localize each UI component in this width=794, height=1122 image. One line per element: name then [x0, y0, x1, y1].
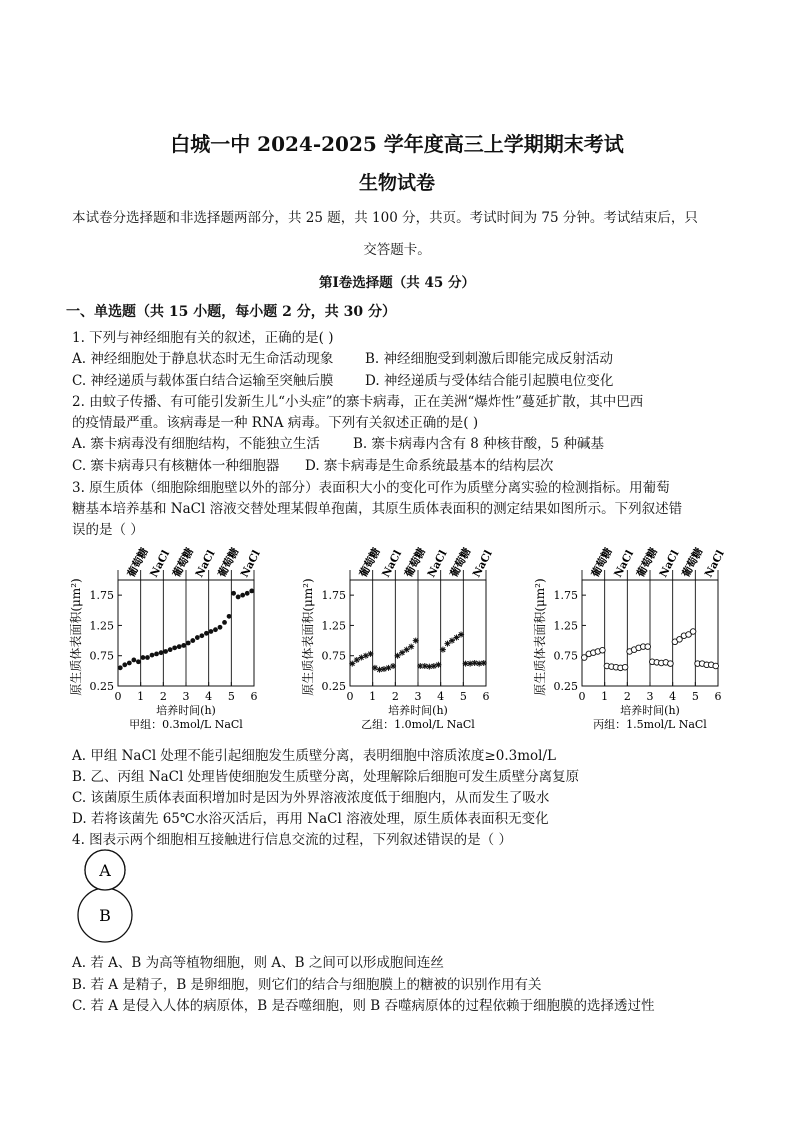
data-point — [249, 589, 254, 594]
treatment-label: NaCl — [148, 548, 173, 580]
q2-option-d: D. 寨卡病毒是生命系统最基本的结构层次 — [305, 458, 554, 474]
data-point — [422, 663, 428, 669]
q4-stem: 4. 图表示两个细胞相互接触进行信息交流的过程，下列叙述错误的是（ ） — [72, 832, 512, 848]
part-title: 第Ⅰ卷选择题（共 45 分） — [318, 275, 475, 291]
exam-subtitle: 生物试卷 — [358, 172, 435, 194]
data-point — [127, 661, 132, 666]
data-point — [476, 661, 482, 667]
data-point — [713, 663, 719, 669]
treatment-label: NaCl — [238, 548, 263, 580]
data-point — [168, 647, 173, 652]
data-point — [141, 655, 146, 660]
data-point — [367, 651, 373, 657]
data-point — [690, 629, 696, 635]
treatment-label: NaCl — [425, 548, 450, 580]
data-point — [349, 661, 355, 667]
x-tick-label: 1 — [601, 690, 609, 703]
data-point — [145, 655, 150, 660]
treatment-label: NaCl — [470, 548, 495, 580]
x-tick-label: 0 — [114, 690, 122, 703]
q2-stem-1: 2. 由蚊子传播、有可能引发新生儿“小头症”的寨卡病毒，正在美洲“爆炸性”蔓延扩散，其中巴西 — [72, 394, 644, 410]
data-point — [136, 659, 141, 664]
data-point — [154, 651, 159, 656]
chart-yi — [300, 545, 495, 731]
q3-stem-3: 误的是（ ） — [72, 522, 144, 538]
treatment-label: 葡萄糖 — [357, 545, 383, 580]
chart-bing — [532, 545, 727, 731]
x-tick-label: 3 — [646, 690, 654, 703]
treatment-label: 葡萄糖 — [216, 545, 242, 580]
y-tick-label: 0.75 — [553, 649, 578, 663]
treatment-label: 葡萄糖 — [589, 545, 615, 580]
x-tick-label: 6 — [714, 690, 722, 703]
data-point — [390, 663, 396, 669]
data-point — [458, 632, 464, 638]
y-tick-label: 1.75 — [553, 589, 578, 603]
intro-line-1: 本试卷分选择题和非选择题两部分，共 25 题，共 100 分，共页。考试时间为 75 分钟。考试结束后，只 — [72, 210, 698, 226]
treatment-label: 葡萄糖 — [634, 545, 661, 580]
q2-option-a: A. 寨卡病毒没有细胞结构，不能独立生活 — [72, 436, 320, 452]
section-title: 一、单选题（共 15 小题，每小题 2 分，共 30 分） — [66, 304, 396, 320]
q2-option-c: C. 寨卡病毒只有核糖体一种细胞器 — [72, 458, 280, 474]
data-point — [408, 644, 414, 650]
data-point — [435, 662, 441, 668]
q1-option-b: B. 神经细胞受到刺激后即能完成反射活动 — [365, 351, 614, 367]
treatment-label: 葡萄糖 — [448, 545, 474, 580]
y-tick-label: 0.25 — [553, 680, 578, 693]
data-point — [245, 591, 250, 596]
x-tick-label: 4 — [437, 690, 445, 703]
q4-option-b: B. 若 A 是精子，B 是卵细胞，则它们的结合与细胞膜上的糖被的识别作用有关 — [72, 977, 542, 993]
data-point — [177, 644, 182, 649]
y-tick-label: 1.25 — [321, 619, 346, 633]
data-point — [181, 643, 186, 648]
x-tick-label: 5 — [459, 690, 467, 703]
q4-cell-diagram — [74, 846, 144, 946]
x-tick-label: 1 — [369, 690, 377, 703]
x-tick-label: 0 — [346, 690, 354, 703]
data-point — [209, 629, 214, 634]
q4-option-a: A. 若 A、B 为高等植物细胞，则 A、B 之间可以形成胞间连丝 — [72, 955, 444, 971]
data-point — [426, 664, 432, 670]
x-tick-label: 0 — [578, 690, 586, 703]
treatment-label: 葡萄糖 — [170, 545, 197, 580]
cell-b-label: B — [99, 906, 111, 925]
data-point — [213, 627, 218, 632]
exam-title: 白城一中 2024-2025 学年度高三上学期期末考试 — [170, 132, 624, 156]
data-point — [454, 635, 460, 641]
data-point — [186, 641, 191, 646]
data-point — [163, 649, 168, 654]
y-tick-label: 1.25 — [89, 619, 114, 633]
data-point — [195, 635, 200, 640]
y-tick-label: 1.75 — [89, 589, 114, 603]
data-point — [172, 645, 177, 650]
y-axis-label: 原生质体表面积(μm²) — [533, 578, 547, 696]
y-tick-label: 1.25 — [553, 619, 578, 633]
treatment-label: NaCl — [380, 548, 405, 580]
y-axis-label: 原生质体表面积(μm²) — [301, 578, 315, 696]
q2-option-b: B. 寨卡病毒内含有 8 种核苷酸，5 种碱基 — [353, 436, 605, 452]
data-point — [472, 660, 478, 666]
x-tick-label: 6 — [482, 690, 490, 703]
data-point — [467, 661, 473, 667]
x-tick-label: 2 — [159, 690, 167, 703]
data-point — [231, 591, 236, 596]
y-axis-label: 原生质体表面积(μm²) — [69, 578, 83, 696]
q3-option-b: B. 乙、丙组 NaCl 处理皆使细胞发生质壁分离，处理解除后细胞可发生质壁分离复原 — [72, 769, 580, 785]
data-point — [381, 666, 387, 672]
data-point — [600, 647, 606, 653]
data-point — [399, 650, 405, 656]
x-tick-label: 5 — [227, 690, 235, 703]
data-point — [413, 638, 419, 644]
data-point — [199, 633, 204, 638]
data-point — [227, 614, 232, 619]
data-point — [481, 660, 487, 666]
q3-stem-2: 糖基本培养基和 NaCl 溶液交替处理某假单孢菌，其原生质体表面积的测定结果如图所示。下列叙述错 — [72, 501, 683, 517]
q1-option-c: C. 神经递质与载体蛋白结合运输至突触后膜 — [72, 373, 334, 389]
treatment-label: 葡萄糖 — [125, 545, 151, 580]
x-tick-label: 5 — [691, 690, 699, 703]
data-point — [222, 620, 227, 625]
x-tick-label: 4 — [669, 690, 677, 703]
intro-line-2: 交答题卡。 — [363, 242, 431, 258]
q2-stem-2: 的疫情最严重。该病毒是一种 RNA 病毒。下列有关叙述正确的是( ) — [72, 415, 479, 431]
q1-option-a: A. 神经细胞处于静息状态时无生命活动现象 — [72, 351, 334, 367]
data-point — [431, 663, 437, 669]
data-point — [236, 595, 241, 600]
data-point — [122, 662, 127, 667]
x-tick-label: 2 — [391, 690, 399, 703]
data-point — [395, 653, 401, 659]
data-point — [645, 644, 651, 650]
data-point — [444, 641, 450, 647]
q1-stem: 1. 下列与神经细胞有关的叙述，正确的是( ) — [72, 330, 334, 346]
y-tick-label: 0.25 — [321, 680, 346, 693]
x-axis-label: 培养时间(h) — [388, 704, 448, 717]
data-point — [159, 650, 164, 655]
treatment-label: NaCl — [702, 548, 727, 580]
q3-charts-figure — [62, 540, 742, 740]
treatment-label: NaCl — [193, 548, 218, 580]
chart-jia — [68, 545, 263, 731]
chart-caption: 丙组：1.5mol/L NaCl — [593, 718, 707, 731]
y-tick-label: 1.75 — [321, 589, 346, 603]
data-point — [376, 667, 382, 673]
x-axis-label: 培养时间(h) — [620, 704, 680, 717]
data-point — [449, 638, 455, 644]
treatment-label: NaCl — [657, 548, 682, 580]
q3-stem-1: 3. 原生质体（细胞除细胞壁以外的部分）表面积大小的变化可作为质壁分离实验的检测指标。用葡萄 — [72, 480, 670, 496]
data-point — [150, 653, 155, 658]
treatment-label: 葡萄糖 — [402, 545, 429, 580]
data-point — [622, 664, 628, 670]
chart-caption: 甲组：0.3mol/L NaCl — [129, 718, 243, 731]
q3-option-c: C. 该菌原生质体表面积增加时是因为外界溶液浓度低于细胞内，从而发生了吸水 — [72, 790, 550, 806]
chart-caption: 乙组：1.0mol/L NaCl — [361, 718, 475, 731]
q3-option-d: D. 若将该菌先 65℃水浴灭活后，再用 NaCl 溶液处理，原生质体表面积无变化 — [72, 811, 549, 827]
y-tick-label: 0.75 — [89, 649, 114, 663]
y-tick-label: 0.25 — [89, 680, 114, 693]
x-tick-label: 3 — [414, 690, 422, 703]
y-tick-label: 0.75 — [321, 649, 346, 663]
treatment-label: NaCl — [612, 548, 637, 580]
x-tick-label: 2 — [623, 690, 631, 703]
cell-a-label: A — [99, 861, 111, 880]
data-point — [204, 631, 209, 636]
treatment-label: 葡萄糖 — [680, 545, 706, 580]
q1-option-d: D. 神经递质与受体结合能引起膜电位变化 — [365, 373, 614, 389]
data-point — [240, 593, 245, 598]
x-tick-label: 6 — [250, 690, 258, 703]
x-tick-label: 4 — [205, 690, 213, 703]
q3-option-a: A. 甲组 NaCl 处理不能引起细胞发生质壁分离，表明细胞中溶质浓度≥0.3mol/L — [72, 748, 556, 764]
data-point — [218, 625, 223, 630]
data-point — [668, 661, 674, 667]
x-tick-label: 1 — [137, 690, 145, 703]
data-point — [190, 638, 195, 643]
q4-option-c: C. 若 A 是侵入人体的病原体，B 是吞噬细胞，则 B 吞噬病原体的过程依赖于细胞膜的选择透过性 — [72, 998, 655, 1014]
x-tick-label: 3 — [182, 690, 190, 703]
data-point — [131, 658, 136, 663]
data-point — [118, 665, 123, 670]
data-point — [440, 647, 446, 653]
data-point — [404, 647, 410, 653]
x-axis-label: 培养时间(h) — [156, 704, 216, 717]
